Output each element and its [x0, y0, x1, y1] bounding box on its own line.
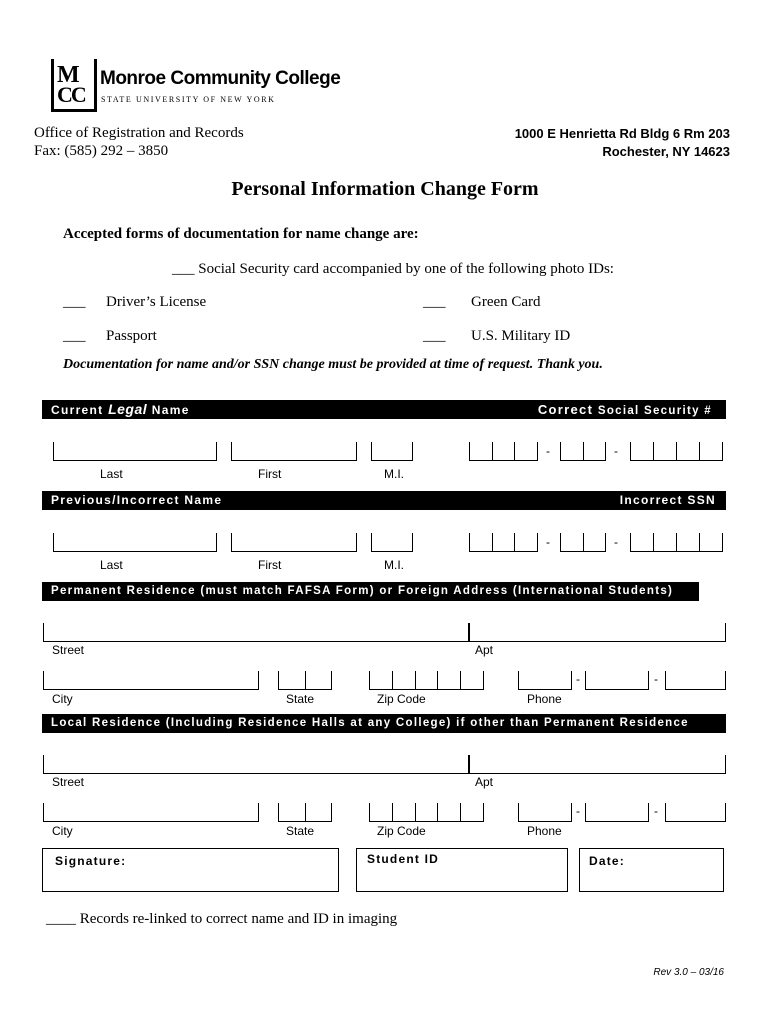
phone-dash: - — [576, 804, 580, 818]
permanent-street-input[interactable] — [43, 623, 469, 642]
military-id-label: U.S. Military ID — [471, 328, 571, 344]
current-name-heading: Current Legal Name — [51, 401, 190, 417]
permanent-residence-bar — [42, 582, 699, 601]
office-name: Office of Registration and Records — [34, 125, 244, 141]
correct-ssn-heading: Correct Social Security # — [537, 402, 712, 417]
apt-label: Apt — [475, 643, 494, 657]
relinked-label: Records re-linked to correct name and ID in imaging — [79, 911, 398, 927]
correct-ssn-part1[interactable] — [469, 442, 538, 461]
ssn-dash: - — [546, 535, 550, 549]
zip-label: Zip Code — [377, 824, 426, 838]
documentation-notice: Documentation for name and/or SSN change must be provided at time of request. Thank you. — [63, 357, 603, 372]
permanent-apt-input[interactable] — [469, 623, 726, 642]
permanent-city-input[interactable] — [43, 671, 259, 690]
street-label: Street — [52, 775, 85, 789]
previous-first-name-input[interactable] — [231, 533, 357, 552]
current-mi-input[interactable] — [371, 442, 413, 461]
state-label: State — [286, 692, 315, 706]
local-phone-line[interactable] — [665, 803, 726, 822]
current-first-name-input[interactable] — [231, 442, 357, 461]
zip-label: Zip Code — [377, 692, 426, 706]
ssn-card-option — [172, 261, 614, 278]
mi-label: M.I. — [384, 558, 404, 572]
phone-dash: - — [654, 672, 658, 686]
ssn-dash: - — [614, 535, 618, 549]
college-subtitle: STATE UNIVERSITY OF NEW YORK — [101, 95, 276, 104]
first-label: First — [258, 558, 282, 572]
college-name: Monroe Community College — [100, 68, 341, 89]
relinked-option — [46, 911, 397, 928]
local-city-input[interactable] — [43, 803, 259, 822]
revision-label: Rev 3.0 – 03/16 — [653, 967, 724, 978]
phone-dash: - — [654, 804, 658, 818]
last-label: Last — [100, 467, 123, 481]
ssn-card-label: Social Security card accompanied by one of the following photo IDs: — [198, 261, 614, 277]
correct-ssn-part2[interactable] — [560, 442, 606, 461]
city-label: City — [52, 692, 73, 706]
correct-ssn-part3[interactable] — [630, 442, 723, 461]
phone-label: Phone — [527, 692, 562, 706]
passport-label: Passport — [106, 328, 157, 344]
signature-box[interactable] — [42, 848, 339, 892]
permanent-state-input[interactable] — [278, 671, 332, 690]
permanent-residence-heading: Permanent Residence (must match FAFSA Form) or Foreign Address (International Students) — [51, 585, 674, 597]
previous-name-heading: Previous/Incorrect Name — [51, 493, 223, 507]
city-label: City — [52, 824, 73, 838]
current-name-bar — [42, 400, 726, 419]
ssn-card-blank[interactable]: ___ — [172, 261, 195, 277]
state-label: State — [286, 824, 315, 838]
address-line2: Rochester, NY 14623 — [602, 144, 730, 159]
logo — [51, 59, 97, 112]
phone-label: Phone — [527, 824, 562, 838]
first-label: First — [258, 467, 282, 481]
green-card-blank[interactable]: ___ — [423, 294, 446, 310]
drivers-license-blank[interactable]: ___ — [63, 294, 86, 310]
local-phone-prefix[interactable] — [585, 803, 649, 822]
permanent-phone-line[interactable] — [665, 671, 726, 690]
passport-blank[interactable]: ___ — [63, 328, 86, 344]
street-label: Street — [52, 643, 85, 657]
local-phone-area[interactable] — [518, 803, 572, 822]
previous-mi-input[interactable] — [371, 533, 413, 552]
incorrect-ssn-part1[interactable] — [469, 533, 538, 552]
local-zip-input[interactable] — [369, 803, 484, 822]
date-label: Date: — [589, 854, 626, 868]
previous-name-bar — [42, 491, 726, 510]
date-box[interactable] — [579, 848, 724, 892]
permanent-phone-prefix[interactable] — [585, 671, 649, 690]
local-street-input[interactable] — [43, 755, 469, 774]
form-title: Personal Information Change Form — [231, 178, 539, 200]
apt-label: Apt — [475, 775, 494, 789]
current-last-name-input[interactable] — [53, 442, 217, 461]
mi-label: M.I. — [384, 467, 404, 481]
military-id-blank[interactable]: ___ — [423, 328, 446, 344]
green-card-label: Green Card — [471, 294, 541, 310]
permanent-zip-input[interactable] — [369, 671, 484, 690]
phone-dash: - — [576, 672, 580, 686]
logo-m: M — [57, 62, 80, 88]
last-label: Last — [100, 558, 123, 572]
student-id-box[interactable] — [356, 848, 568, 892]
incorrect-ssn-part2[interactable] — [560, 533, 606, 552]
ssn-dash: - — [546, 444, 550, 458]
address-line1: 1000 E Henrietta Rd Bldg 6 Rm 203 — [514, 126, 730, 141]
local-apt-input[interactable] — [469, 755, 726, 774]
incorrect-ssn-heading: Incorrect SSN — [619, 493, 716, 507]
drivers-license-label: Driver’s License — [106, 294, 207, 310]
local-state-input[interactable] — [278, 803, 332, 822]
local-residence-bar — [42, 714, 726, 733]
relinked-blank[interactable]: ____ — [46, 911, 76, 927]
signature-label: Signature: — [55, 854, 127, 868]
student-id-label: Student ID — [367, 852, 439, 866]
fax-number: Fax: (585) 292 – 3850 — [34, 143, 169, 159]
logo-cc: CC — [57, 82, 85, 107]
ssn-dash: - — [614, 444, 618, 458]
previous-last-name-input[interactable] — [53, 533, 217, 552]
permanent-phone-area[interactable] — [518, 671, 572, 690]
documentation-heading: Accepted forms of documentation for name change are: — [63, 226, 419, 242]
local-residence-heading: Local Residence (Including Residence Halls at any College) if other than Permanent Residence — [51, 717, 689, 729]
incorrect-ssn-part3[interactable] — [630, 533, 723, 552]
